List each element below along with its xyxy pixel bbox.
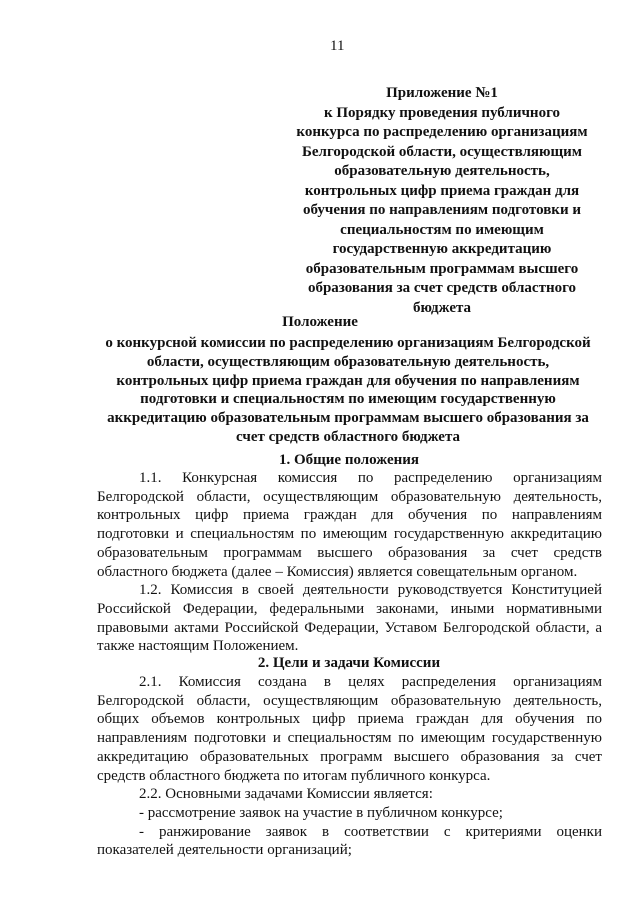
appendix-subtitle-line: бюджета: [412, 299, 472, 316]
regulation-title: Положение: [282, 314, 358, 330]
list-item: - ранжирование заявок в соответствии с критериями оценки показателей деятельности организаций;: [97, 823, 602, 859]
appendix-subtitle-line: образовательную деятельность,: [334, 163, 550, 179]
paragraph-1-1: 1.1. Конкурсная комиссия по распределению организациям Белгородской области, осуществляющим образовательную деятельность, контрольных цифр приема граждан для обучения по направлениям подготовки и специальностям по имеющим государственную аккредитацию образовательным программам высшего образования за счет средств областного бюджета (далее – Комиссия) является совещательным органом.: [97, 470, 602, 580]
appendix-subtitle-line: государственную аккредитацию: [332, 241, 552, 257]
appendix-title: Приложение №1: [386, 85, 498, 101]
appendix-subtitle-line: образования за счет средств областного: [307, 280, 577, 296]
page-number: 11: [330, 38, 345, 54]
section-1-heading: 1. Общие положения: [278, 452, 420, 468]
paragraph-2-2: 2.2. Основными задачами Комиссии является:: [139, 786, 433, 803]
section-2-body: [97, 673, 602, 860]
appendix-header: [292, 84, 592, 318]
appendix-subtitle-line: контрольных цифр приема граждан для: [304, 182, 580, 199]
list-item: - рассмотрение заявок на участие в публичном конкурсе;: [139, 804, 503, 821]
section-2-heading: 2. Цели и задачи Комиссии: [257, 655, 441, 671]
appendix-subtitle-line: образовательным программам высшего: [305, 260, 579, 277]
section-1-body: [97, 469, 602, 656]
appendix-subtitle-line: конкурса по распределению организациям: [296, 124, 588, 140]
appendix-subtitle-line: Белгородской области, осуществляющим: [301, 143, 583, 160]
paragraph-1-2: 1.2. Комиссия в своей деятельности руководствуется Конституцией Российской Федерации, федеральными законами, иными нормативными правовыми актами Российской Федерации, Уставом Белгородской области, а также настоящим Положением.: [97, 582, 602, 655]
paragraph-2-1: 2.1. Комиссия создана в целях распределения организациям Белгородской области, осуществляющим образовательную деятельность, общих объемов контрольных цифр приема граждан для обучения по направлениям подготовки и специальностям по имеющим государственную аккредитацию образовательных программ высшего образования за счет средств областного бюджета по итогам публичного конкурса.: [97, 674, 602, 784]
regulation-subtitle: о конкурсной комиссии по распределению организациям Белгородской области, осуществляющим образовательную деятельность, контрольных цифр приема граждан для обучения по направлениям подготовки и специальностям по имеющим государственную аккредитацию образовательным программам высшего образования за счет средств областного бюджета: [105, 335, 591, 445]
appendix-subtitle-line: к Порядку проведения публичного: [323, 104, 561, 121]
appendix-subtitle-line: специальностям по имеющим: [340, 221, 544, 238]
appendix-subtitle-line: обучения по направлениям подготовки и: [303, 202, 581, 218]
